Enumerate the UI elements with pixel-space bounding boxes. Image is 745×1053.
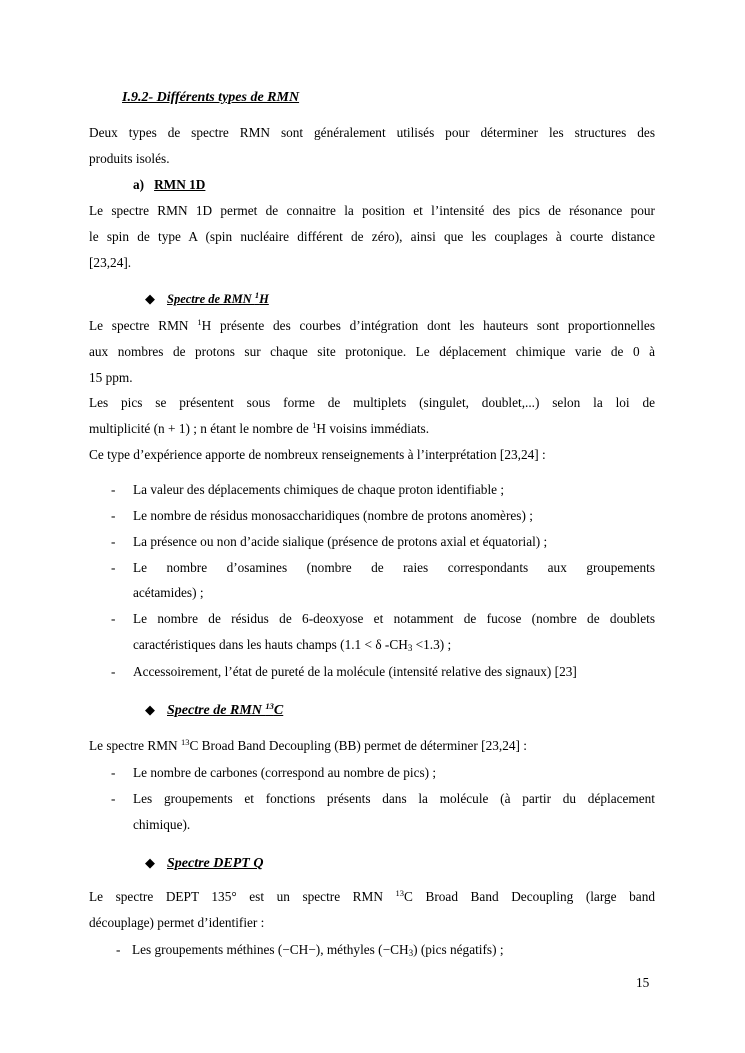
c-bullet-1: Le nombre de carbones (correspond au nombre de pics) ;	[133, 765, 437, 780]
bullet-dash: -	[111, 560, 116, 575]
spectre-h-title: Spectre de RMN $^1$H	[167, 290, 269, 306]
h-bullet-6: Accessoirement, l’état de pureté de la molécule (intensité relative des signaux) [23]	[133, 664, 577, 679]
c-bullet-2-line-1: Les groupements et fonctions présents dans la molécule (à partir du déplacement	[133, 791, 655, 806]
bullet-dash: -	[111, 508, 116, 523]
spectre-dept-title: Spectre DEPT Q	[167, 856, 264, 871]
h-text-line-4: Les pics se présentent sous forme de multiplets (singulet, doublet,...) selon la loi de	[89, 395, 655, 410]
h-bullet-1: La valeur des déplacements chimiques de chaque proton identifiable ;	[133, 482, 505, 497]
bullet-dash: -	[111, 534, 116, 549]
h-bullet-4-line-1: Le nombre d’osamines (nombre de raies correspondants aux groupements	[133, 560, 655, 575]
c-bullet-2-line-2: chimique).	[133, 817, 191, 832]
h-text-line-2: aux nombres de protons sur chaque site protonique. Le déplacement chimique varie de 0 à	[89, 344, 655, 359]
diamond-bullet-icon: ◆	[145, 702, 155, 717]
bullet-dash: -	[116, 942, 121, 957]
h-bullet-2: Le nombre de résidus monosaccharidiques (nombre de protons anomères) ;	[133, 508, 533, 523]
section-title: I.9.2- Différents types de RMN	[122, 90, 300, 105]
h-text-line-6: Ce type d’expérience apporte de nombreux renseignements à l’interprétation [23,24] :	[89, 447, 546, 462]
h-bullet-5-line-2: caractéristiques dans les hauts champs (1.1 < δ $-CH_3 <1.3$) ;	[133, 637, 452, 653]
diamond-bullet-icon: ◆	[145, 291, 155, 306]
intro-line-1: Deux types de spectre RMN sont généralement utilisés pour déterminer les structures des	[89, 125, 655, 140]
rmn1d-line-3: [23,24].	[89, 255, 132, 270]
subsection-a-heading	[133, 177, 205, 193]
bullet-dash: -	[111, 611, 116, 626]
spectre-dept-heading	[145, 855, 263, 872]
dept-text-line-2: découplage) permet d’identifier :	[89, 915, 265, 930]
bullet-dash: -	[111, 765, 116, 780]
subsection-a-title: RMN 1D	[154, 177, 206, 192]
bullet-dash: -	[111, 791, 116, 806]
h-text-line-1: Le spectre RMN $^1$H présente des courbes d’intégration dont les hauteurs sont proportionnelles	[89, 317, 655, 333]
h-bullet-3: La présence ou non d’acide sialique (présence de protons axial et équatorial) ;	[133, 534, 548, 549]
intro-line-2: produits isolés.	[89, 151, 170, 166]
subsection-a-label: a)	[133, 177, 145, 192]
rmn1d-line-2: le spin de type A (spin nucléaire différent de zéro), ainsi que les couplages à courte distance	[89, 229, 655, 244]
spectre-c-title: Spectre de RMN $^{13}$C	[167, 701, 284, 718]
dept-text-line-1: Le spectre DEPT 135° est un spectre RMN $^{13}$C Broad Band Decoupling (large band	[89, 888, 655, 904]
dept-bullet-1: Les groupements méthines (−CH−), méthyles $(-CH_3)$ (pics négatifs) ;	[132, 942, 504, 958]
bullet-dash: -	[111, 482, 116, 497]
spectre-c-heading	[145, 702, 283, 719]
c-text-line-1: Le spectre RMN $^{13}$C Broad Band Decoupling (BB) permet de déterminer [23,24] :	[89, 737, 527, 753]
spectre-h-heading	[145, 291, 269, 307]
page-number: 15	[636, 975, 650, 990]
h-bullet-4-line-2: acétamides) ;	[133, 585, 204, 600]
rmn1d-line-1: Le spectre RMN 1D permet de connaitre la position et l’intensité des pics de résonance pour	[89, 203, 655, 218]
h-bullet-5-line-1: Le nombre de résidus de 6-deoxyose et notamment de fucose (nombre de doublets	[133, 611, 655, 626]
h-text-line-3: 15 ppm.	[89, 370, 133, 385]
diamond-bullet-icon: ◆	[145, 855, 155, 870]
bullet-dash: -	[111, 664, 116, 679]
h-text-line-5: multiplicité (n + 1) ; n étant le nombre de $^1$H voisins immédiats.	[89, 420, 430, 436]
